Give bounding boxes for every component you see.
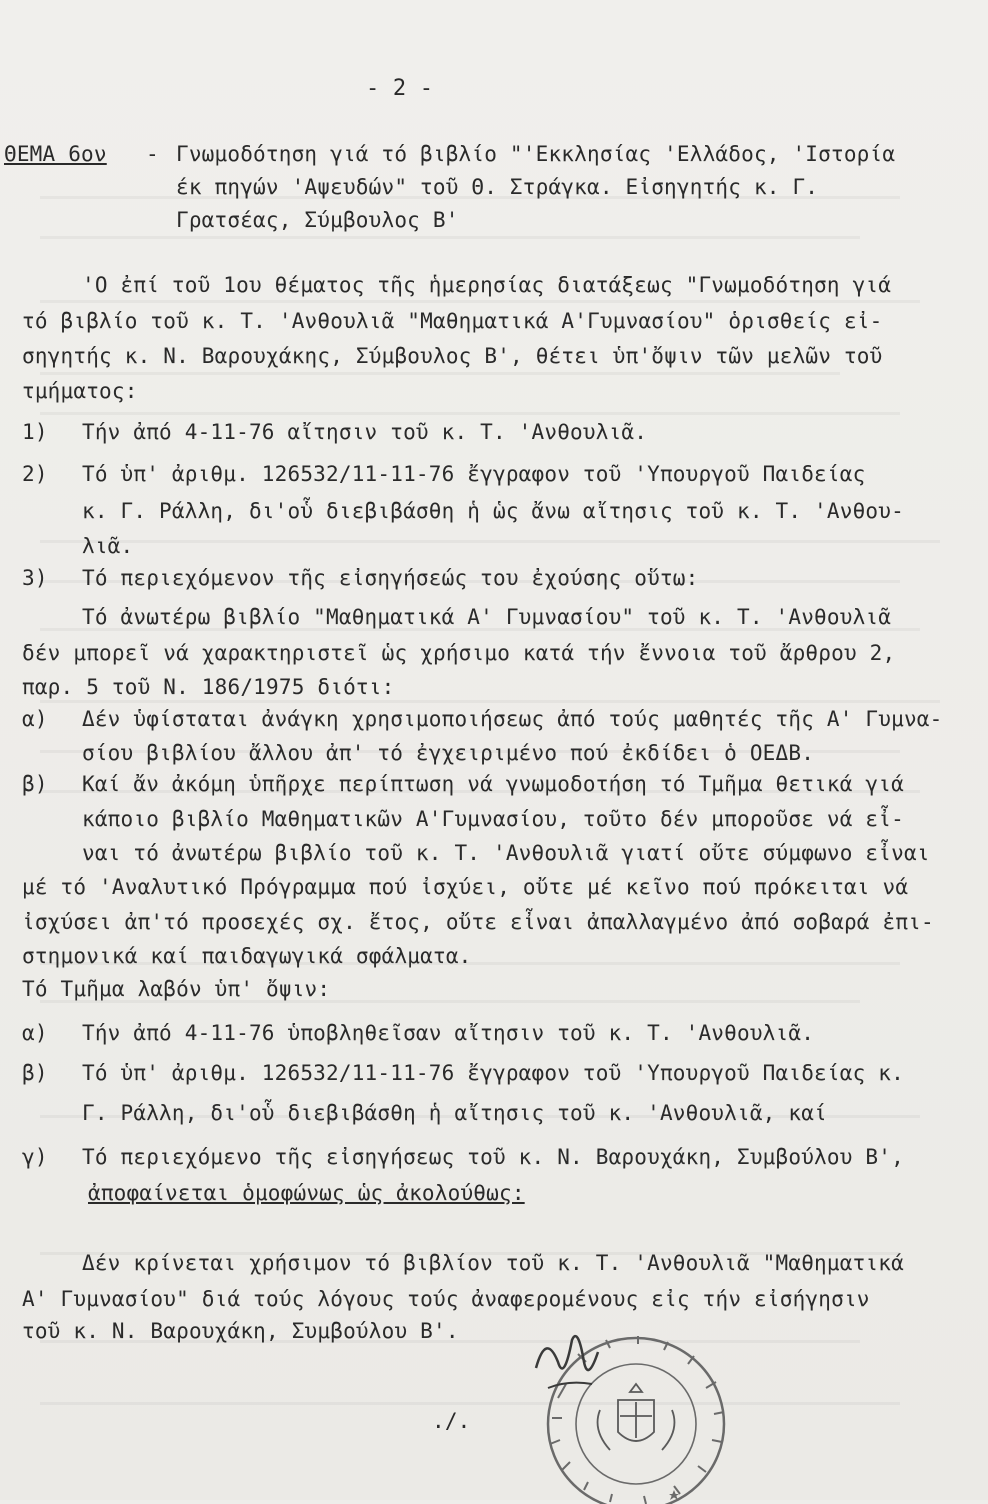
list-item-marker: α) <box>22 707 48 731</box>
list-item-text: Δέν ὑφίσταται ἀνάγκη χρησιμοποιήσεως ἀπό τούς μαθητές τῆς Α' Γυμνα- <box>82 707 943 731</box>
handwritten-signature <box>528 1322 608 1402</box>
list-item-text: Τήν ἀπό 4-11-76 ὑποβληθεῖσαν αἴτησιν τοῦ κ. Τ. 'Ανθουλιᾶ. <box>82 1021 815 1045</box>
page-number: - 2 - <box>366 76 434 101</box>
intro-line: τό βιβλίο τοῦ κ. Τ. 'Ανθουλιᾶ "Μαθηματικά Α'Γυμνασίου" ὁρισθείς εἰ- <box>22 309 883 333</box>
decision-line: Α' Γυμνασίου" διά τούς λόγους τούς ἀναφερομένους εἰς τήν εἰσήγησιν <box>22 1287 870 1311</box>
list-item-text: κ. Γ. Ράλλη, δι'οὗ διεβιβάσθη ἡ ὡς ἄνω αἴτησις τοῦ κ. Τ. 'Ανθου- <box>82 499 904 523</box>
report-line: στημονικά καί παιδαγωγικά σφάλματα. <box>22 944 472 968</box>
decision-line: τοῦ κ. Ν. Βαρουχάκη, Συμβούλου Β'. <box>22 1319 459 1343</box>
report-line: παρ. 5 τοῦ Ν. 186/1975 διότι: <box>22 675 395 699</box>
topic-line: Γρατσέας, Σύμβουλος Β' <box>176 208 459 232</box>
official-stamp <box>488 1314 738 1504</box>
department-line: Τό Τμῆμα λαβόν ὑπ' ὄψιν: <box>22 977 331 1001</box>
list-item-marker: α) <box>22 1021 48 1045</box>
list-item-marker: β) <box>22 772 48 796</box>
topic-dash: - <box>146 142 159 166</box>
intro-line: 'Ο ἐπί τοῦ 1ου θέματος τῆς ἡμερησίας διατάξεως "Γνωμοδότηση γιά <box>82 273 892 297</box>
topic-line: Γνωμοδότηση γιά τό βιβλίο "'Εκκλησίας 'Ελλάδος, 'Ιστορία <box>176 142 896 166</box>
list-item-text: Τό ὑπ' ἀριθμ. 126532/11-11-76 ἔγγραφον τοῦ 'Υπουργοῦ Παιδείας <box>82 462 866 486</box>
list-item-text: λιᾶ. <box>82 534 134 558</box>
decision-line: Δέν κρίνεται χρήσιμον τό βιβλίον τοῦ κ. Τ. 'Ανθουλιᾶ "Μαθηματικά <box>82 1251 904 1275</box>
list-item-marker: γ) <box>22 1145 48 1169</box>
list-item-marker: 2) <box>22 462 48 486</box>
list-item-text: Τό ὑπ' ἀριθμ. 126532/11-11-76 ἔγγραφον τοῦ 'Υπουργοῦ Παιδείας κ. <box>82 1061 904 1085</box>
continuation-mark: ./. <box>432 1409 471 1433</box>
decision-heading: ἀποφαίνεται ὁμοφώνως ὡς ἀκολούθως: <box>88 1181 525 1205</box>
list-item-text: Τό περιεχόμενο τῆς εἰσηγήσεως τοῦ κ. Ν. Βαρουχάκη, Συμβούλου Β', <box>82 1145 904 1169</box>
list-item-text: Καί ἄν ἀκόμη ὑπῆρχε περίπτωση νά γνωμοδοτήση τό Τμῆμα θετικά γιά <box>82 772 904 796</box>
list-item-text: Τό περιεχόμενον τῆς εἰσηγήσεώς του ἐχούσης οὕτω: <box>82 566 699 590</box>
intro-line: τμήματος: <box>22 379 138 403</box>
list-item-text: κάποιο βιβλίο Μαθηματικῶν Α'Γυμνασίου, τοῦτο δέν μποροῦσε νά εἶ- <box>82 807 904 831</box>
topic-label: ΘΕΜΑ 6ον <box>4 142 107 166</box>
report-line: Τό ἀνωτέρω βιβλίο "Μαθηματικά Α' Γυμνασίου" τοῦ κ. Τ. 'Ανθουλιᾶ <box>82 605 892 629</box>
report-line: ἰσχύσει ἀπ'τό προσεχές σχ. ἔτος, οὔτε εἶναι ἀπαλλαγμένο ἀπό σοβαρά ἐπι- <box>22 910 934 934</box>
list-item-marker: 3) <box>22 566 48 590</box>
report-line: δέν μπορεῖ νά χαρακτηριστεῖ ὡς χρήσιμο κατά τήν ἔννοια τοῦ ἄρθρου 2, <box>22 641 896 665</box>
list-item-marker: β) <box>22 1061 48 1085</box>
report-line: μέ τό 'Αναλυτικό Πρόγραμμα πού ἰσχύει, οὔτε μέ κεῖνο πού πρόκειται νά <box>22 875 909 899</box>
list-item-text: Τήν ἀπό 4-11-76 αἴτησιν τοῦ κ. Τ. 'Ανθουλιᾶ. <box>82 420 648 444</box>
list-item-marker: 1) <box>22 420 48 444</box>
list-item-text: σίου βιβλίου ἄλλου ἀπ' τό ἐγχειριμένο πού ἐκδίδει ὁ ΟΕΔΒ. <box>82 741 815 765</box>
list-item-text: ναι τό ἀνωτέρω βιβλίο τοῦ κ. Τ. 'Ανθουλιᾶ γιατί οὔτε σύμφωνο εἶναι <box>82 841 930 865</box>
list-item-text: Γ. Ράλλη, δι'οὗ διεβιβάσθη ἡ αἴτησις τοῦ κ. 'Ανθουλιᾶ, καί <box>82 1101 827 1125</box>
topic-line: έκ πηγών 'Αψευδών" τοῦ Θ. Στράγκα. Εἰσηγητής κ. Γ. <box>176 175 819 199</box>
intro-line: σηγητής κ. Ν. Βαρουχάκης, Σύμβουλος Β', θέτει ὑπ'ὄψιν τῶν μελῶν τοῦ <box>22 344 883 368</box>
